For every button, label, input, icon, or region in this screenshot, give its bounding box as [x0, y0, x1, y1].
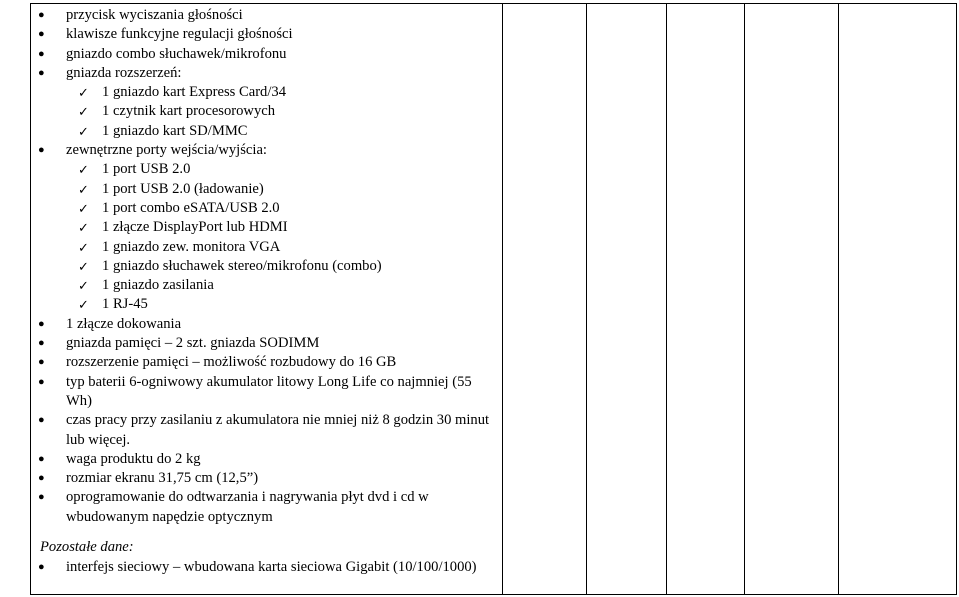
checkmark-icon: ✓ — [78, 85, 89, 101]
bullet-icon: ● — [38, 47, 45, 60]
item-text: 1 gniazdo słuchawek stereo/mikrofonu (combo) — [102, 257, 382, 274]
list-item — [38, 25, 500, 44]
checklist-item — [38, 238, 500, 257]
list-item — [38, 334, 500, 353]
list-item — [38, 469, 500, 488]
checkmark-icon: ✓ — [78, 104, 89, 120]
checkmark-icon: ✓ — [78, 181, 89, 197]
table-bottom-border — [30, 594, 957, 595]
list-item — [38, 450, 500, 469]
item-text: 1 gniazdo kart Express Card/34 — [102, 84, 286, 101]
section-label: Pozostałe dane: — [40, 539, 134, 555]
checklist-item — [38, 122, 500, 141]
checklist-item — [38, 295, 500, 314]
item-text: zewnętrzne porty wejścia/wyjścia: — [66, 142, 267, 159]
item-text: 1 port combo eSATA/USB 2.0 — [102, 199, 280, 216]
column-divider-5 — [838, 3, 839, 595]
checklist-item — [38, 276, 500, 295]
table-top-border — [30, 3, 957, 4]
bullet-icon: ● — [38, 491, 45, 504]
item-text: gniazda pamięci – 2 szt. gniazda SODIMM — [66, 335, 320, 352]
item-text: rozszerzenie pamięci – możliwość rozbudowy do 16 GB — [66, 354, 397, 371]
checklist-item — [38, 257, 500, 276]
checkmark-icon: ✓ — [78, 278, 89, 294]
item-text: czas pracy przy zasilaniu z akumulatora nie mniej niż 8 godzin 30 minut lub więcej. — [66, 412, 490, 448]
checkmark-icon: ✓ — [78, 162, 89, 178]
item-text: oprogramowanie do odtwarzania i nagrywania płyt dvd i cd w wbudowanym napędzie optycznym — [66, 489, 429, 525]
item-text: 1 złącze dokowania — [66, 315, 182, 332]
checklist-item — [38, 160, 500, 179]
column-divider-4 — [744, 3, 745, 595]
item-text: 1 gniazdo zew. monitora VGA — [102, 238, 281, 255]
checklist-item — [38, 180, 500, 199]
checkmark-icon: ✓ — [78, 123, 89, 139]
list-item — [38, 373, 500, 412]
checkmark-icon: ✓ — [78, 258, 89, 274]
item-text: klawisze funkcyjne regulacji głośności — [66, 26, 293, 43]
bullet-icon: ● — [38, 414, 45, 427]
bullet-icon: ● — [38, 561, 45, 573]
list-item — [38, 558, 500, 577]
item-text: gniazdo combo słuchawek/mikrofonu — [66, 45, 287, 62]
item-text: 1 gniazdo zasilania — [102, 277, 214, 294]
bullet-icon: ● — [38, 28, 45, 41]
item-text: typ baterii 6-ogniwowy akumulator litowy Long Life co najmniej (55 Wh) — [66, 373, 472, 409]
item-text: 1 port USB 2.0 — [102, 161, 191, 178]
list-item — [38, 315, 500, 334]
item-text: rozmiar ekranu 31,75 cm (12,5”) — [66, 470, 259, 487]
checklist-item — [38, 102, 500, 121]
table-left-border — [30, 3, 31, 595]
item-text: gniazda rozszerzeń: — [66, 64, 182, 81]
table-right-border — [956, 3, 957, 595]
list-item — [38, 411, 500, 450]
bullet-icon: ● — [38, 452, 45, 465]
bullet-icon: ● — [38, 337, 45, 350]
bullet-icon: ● — [38, 9, 45, 21]
item-text: 1 złącze DisplayPort lub HDMI — [102, 219, 288, 236]
list-item — [38, 6, 500, 25]
bullet-icon: ● — [38, 356, 45, 369]
checkmark-icon: ✓ — [78, 220, 89, 236]
bullet-icon: ● — [38, 144, 45, 157]
bullet-icon: ● — [38, 317, 45, 330]
other-data-list — [38, 558, 500, 577]
item-text: 1 port USB 2.0 (ładowanie) — [102, 180, 264, 197]
item-text: 1 czytnik kart procesorowych — [102, 103, 276, 120]
item-text: waga produktu do 2 kg — [66, 450, 201, 467]
bullet-icon: ● — [38, 472, 45, 485]
checklist-item — [38, 199, 500, 218]
item-text: 1 gniazdo kart SD/MMC — [102, 122, 248, 139]
feature-list — [38, 6, 500, 527]
checklist-item — [38, 218, 500, 237]
checkmark-icon: ✓ — [78, 200, 89, 216]
column-divider-1 — [502, 3, 503, 595]
list-item — [38, 353, 500, 372]
checkmark-icon: ✓ — [78, 297, 89, 313]
column-divider-3 — [666, 3, 667, 595]
item-text: 1 RJ-45 — [102, 296, 148, 313]
item-text: interfejs sieciowy – wbudowana karta sieciowa Gigabit (10/100/1000) — [66, 559, 477, 575]
list-item — [38, 141, 500, 160]
bullet-icon: ● — [38, 66, 45, 79]
checkmark-icon: ✓ — [78, 239, 89, 255]
list-item — [38, 45, 500, 64]
item-text: przycisk wyciszania głośności — [66, 7, 243, 23]
list-item — [38, 64, 500, 83]
list-item — [38, 488, 500, 527]
column-divider-2 — [586, 3, 587, 595]
bullet-icon: ● — [38, 375, 45, 388]
checklist-item — [38, 83, 500, 102]
